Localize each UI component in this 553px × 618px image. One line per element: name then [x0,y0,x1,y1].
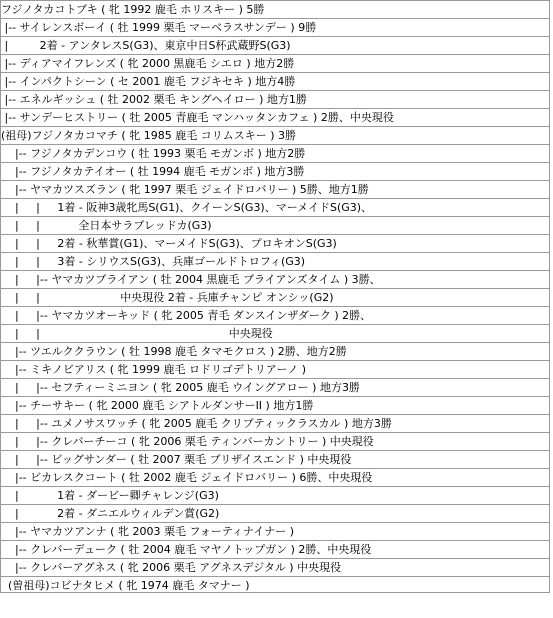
line-19: | | 中央現役 [1,327,273,340]
line-15: | | 3着 - シリウスS(G3)、兵庫ゴールドトロフィ(G3) [1,255,306,268]
line-10: |-- フジノタカテイオー ( 牡 1994 鹿毛 モガンボ ) 地方3勝 [1,165,305,178]
line-24: | |-- ユメノサスワッチ ( 牝 2005 鹿毛 クリプティックラスカル ) 地方3勝 [1,417,392,430]
line-06: |-- エネルギッシュ ( 牡 2002 栗毛 キングヘイロー ) 地方1勝 [1,93,307,106]
line-12: | | 1着 - 阪神3歳牝馬S(G1)、クイーンS(G3)、マーメイドS(G3)、 [1,201,373,214]
line-07: |-- サンデーヒストリー ( 牡 2005 青鹿毛 マンハッタンカフェ ) 2勝、中央現役 [1,111,394,124]
line-03: | 2着 - アンタレスS(G3)、東京中日S杯武蔵野S(G3) [1,39,291,52]
line-11: |-- ヤマカツスズラン ( 牝 1997 栗毛 ジェイドロバリー ) 5勝、地方1勝 [1,183,369,196]
line-25: | |-- クレバーチーコ ( 牝 2006 栗毛 ティンバーカントリー ) 中央現役 [1,435,374,448]
line-23: |-- チーサキー ( 牝 2000 鹿毛 シアトルダンサーII ) 地方1勝 [1,399,314,412]
line-31: |-- クレバーデューク ( 牡 2004 鹿毛 マヤノトップガン ) 2勝、中央現役 [1,543,372,556]
line-17: | | 中央現役 2着 - 兵庫チャンピ オンシッ(G2) [1,291,334,304]
line-01: フジノタカコトブキ ( 牝 1992 鹿毛 ホリスキー ) 5勝 [1,3,265,16]
line-20: |-- ツエルククラウン ( 牡 1998 鹿毛 タマモクロス ) 2勝、地方2勝 [1,345,347,358]
line-09: |-- フジノタカデンコウ ( 牡 1993 栗毛 モガンボ ) 地方2勝 [1,147,306,160]
line-32: |-- クレバーアグネス ( 牝 2006 栗毛 アグネスデジタル ) 中央現役 [1,561,342,574]
line-13: | | 全日本サラブレッドカ(G3) [1,219,212,232]
line-28: | 1着 - ダービー卿チャレンジ(G3) [1,489,219,502]
line-22: | |-- セフティーミニヨン ( 牝 2005 鹿毛 ウイングアロー ) 地方3勝 [1,381,360,394]
line-14: | | 2着 - 秋華賞(G1)、マーメイドS(G3)、プロキオンS(G3) [1,237,337,250]
line-30: |-- ヤマカツアンナ ( 牝 2003 栗毛 フォーティナイナー ) [1,525,295,538]
line-33: (曽祖母)コビナタヒメ ( 牝 1974 鹿毛 タマナー ) [1,579,250,592]
line-04: |-- ディアマイフレンズ ( 牝 2000 黒鹿毛 シエロ ) 地方2勝 [1,57,295,70]
line-16: | |-- ヤマカツブライアン ( 牡 2004 黒鹿毛 ブライアンズタイム ) 3勝、 [1,273,381,286]
line-29: | 2着 - ダニエルウィルデン賞(G2) [1,507,220,520]
line-02: |-- サイレンスボーイ ( 牡 1999 栗毛 マーベラスサンデー ) 9勝 [1,21,317,34]
line-05: |-- インパクトシーン ( セ 2001 鹿毛 フジキセキ ) 地方4勝 [1,75,296,88]
line-08: (祖母)フジノタカコマチ ( 牝 1985 鹿毛 コリムスキー ) 3勝 [1,129,296,142]
line-18: | |-- ヤマカツオーキッド ( 牝 2005 青毛 ダンスインザダーク ) 2勝、 [1,309,372,322]
line-26: | |-- ビッグサンダー ( 牡 2007 栗毛 ブリザイスエンド ) 中央現役 [1,453,352,466]
line-21: |-- ミキノビアリス ( 牝 1999 鹿毛 ロドリゴデトリアーノ ) [1,363,307,376]
line-27: |-- ビカレスクコート ( 牡 2002 鹿毛 ジェイドロバリー ) 6勝、中央現役 [1,471,373,484]
